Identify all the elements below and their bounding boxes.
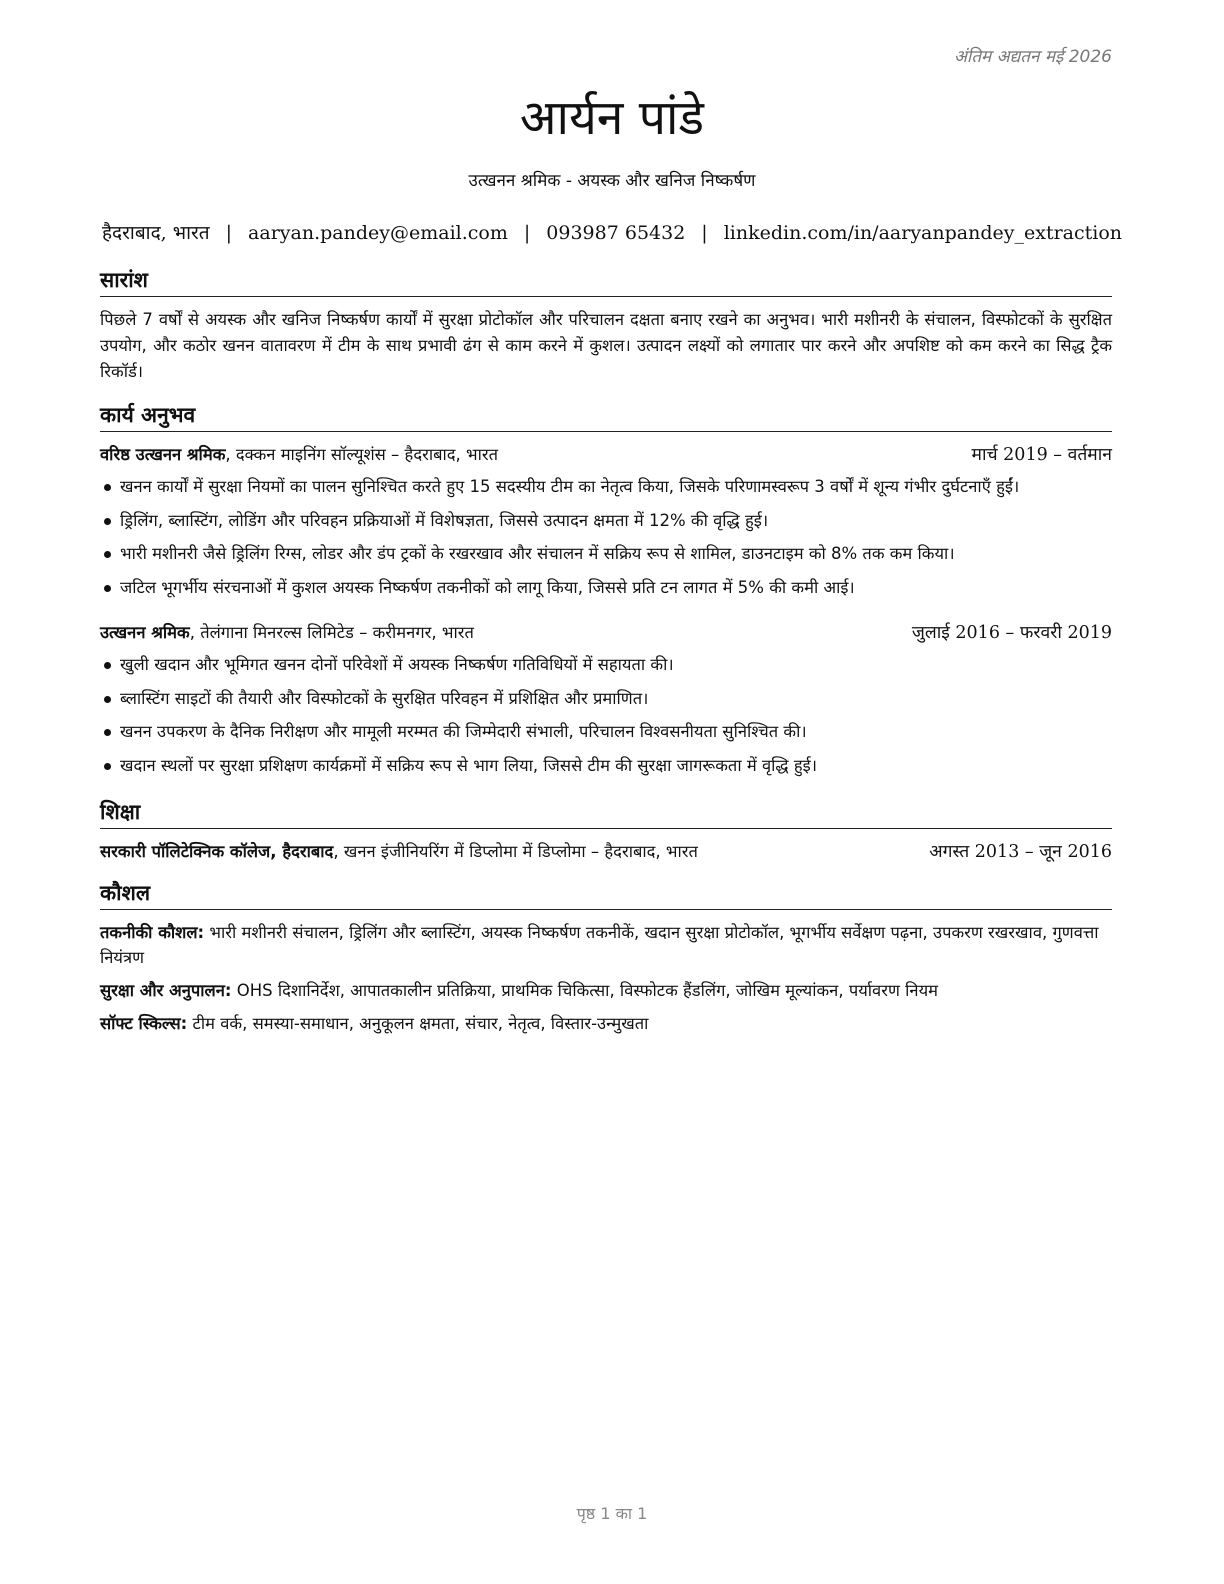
contact-location: हैदराबाद, भारत [101, 222, 210, 244]
list-item: ड्रिलिंग, ब्लास्टिंग, लोडिंग और परिवहन प्रक्रियाओं में विशेषज्ञता, जिससे उत्पादन क्षमता में 12% की वृद्धि हुई। [100, 504, 1112, 538]
job-role-company [100, 620, 474, 646]
list-item: खदान स्थलों पर सुरक्षा प्रशिक्षण कार्यक्रमों में सक्रिय रूप से भाग लिया, जिससे टीम की सुरक्षा जागरूकता में वृद्धि हुई। [100, 749, 1112, 783]
job-role: उत्खनन श्रमिक [100, 623, 190, 642]
skill-line-technical [100, 920, 1112, 970]
skill-label: सॉफ्ट स्किल्स: [100, 1014, 188, 1033]
education-dates: अगस्त 2013 – जून 2016 [929, 842, 1112, 862]
job-role: वरिष्ठ उत्खनन श्रमिक [100, 445, 226, 464]
page-number: पृष्ठ 1 का 1 [576, 1504, 648, 1523]
contact-separator: | [701, 222, 708, 244]
job-header [100, 442, 1112, 468]
education-detail: , खनन इंजीनियरिंग में डिप्लोमा में डिप्लोमा – हैदराबाद, भारत [333, 842, 698, 861]
skill-label: तकनीकी कौशल: [100, 923, 205, 942]
skill-text: भारी मशीनरी संचालन, ड्रिलिंग और ब्लास्टिंग, अयस्क निष्कर्षण तकनीकें, खदान सुरक्षा प्रोटोकॉल, भूगर्भीय सर्वेक्षण पढ़ना, उपकरण रखरखाव, गुणवत्ता नियंत्रण [100, 923, 1099, 967]
job-company: , दक्कन माइनिंग सॉल्यूशंस – हैदराबाद, भारत [225, 445, 499, 464]
contact-separator: | [523, 222, 531, 244]
resume-content [100, 266, 1112, 1044]
job-entry [100, 620, 1112, 782]
skill-line-soft [100, 1011, 1112, 1036]
skill-label: सुरक्षा और अनुपालन: [100, 981, 232, 1000]
education-institution: सरकारी पॉलिटेक्निक कॉलेज, हैदराबाद [100, 842, 334, 861]
skills-section [100, 879, 1112, 1036]
education-section [100, 798, 1112, 865]
contact-line [0, 219, 1224, 245]
job-dates: जुलाई 2016 – फरवरी 2019 [911, 623, 1112, 643]
list-item: खनन कार्यों में सुरक्षा नियमों का पालन सुनिश्चित करते हुए 15 सदस्यीय टीम का नेतृत्व किया, जिसके परिणामस्वरूप 3 वर्षों में शून्य गंभीर दुर्घटनाएँ हुईं। [100, 470, 1112, 504]
list-item: ब्लास्टिंग साइटों की तैयारी और विस्फोटकों के सुरक्षित परिवहन में प्रशिक्षित और प्रमाणित। [100, 682, 1112, 716]
list-item: भारी मशीनरी जैसे ड्रिलिंग रिग्स, लोडर और डंप ट्रकों के रखरखाव और संचालन में सक्रिय रूप से शामिल, डाउनटाइम को 8% तक कम किया। [100, 537, 1112, 571]
education-text [100, 839, 698, 865]
section-title-experience: कार्य अनुभव [100, 401, 1112, 432]
experience-section [100, 401, 1112, 782]
summary-text: पिछले 7 वर्षों से अयस्क और खनिज निष्कर्षण कार्यों में सुरक्षा प्रोटोकॉल और परिचालन दक्षता बनाए रखने का अनुभव। भारी मशीनरी के संचालन, विस्फोटकों के सुरक्षित उपयोग, और कठोर खनन वातावरण में टीम के साथ प्रभावी ढंग से काम करने में कुशल। उत्पादन लक्ष्यों को लगातार पार करने और अपशिष्ट को कम करने का सिद्ध ट्रैक रिकॉर्ड। [100, 310, 1112, 381]
skill-text: OHS दिशानिर्देश, आपातकालीन प्रतिक्रिया, प्राथमिक चिकित्सा, विस्फोटक हैंडलिंग, जोखिम मूल्यांकन, पर्यावरण नियम [231, 981, 939, 1000]
job-bullets [100, 648, 1112, 782]
summary-section [100, 266, 1112, 385]
contact-email[interactable]: aaryan.pandey@email.com [248, 222, 508, 244]
job-bullets [100, 470, 1112, 604]
job-dates: मार्च 2019 – वर्तमान [971, 445, 1112, 465]
job-company: , तेलंगाना मिनरल्स लिमिटेड – करीमनगर, भारत [189, 623, 474, 642]
job-entry [100, 442, 1112, 604]
list-item: खुली खदान और भूमिगत खनन दोनों परिवेशों में अयस्क निष्कर्षण गतिविधियों में सहायता की। [100, 648, 1112, 682]
section-title-education: शिक्षा [100, 798, 1112, 829]
candidate-title: उत्खनन श्रमिक - अयस्क और खनिज निष्कर्षण [468, 171, 756, 191]
job-role-company [100, 442, 498, 468]
skill-text: टीम वर्क, समस्या-समाधान, अनुकूलन क्षमता, संचार, नेतृत्व, विस्तार-उन्मुखता [187, 1014, 649, 1033]
contact-phone[interactable]: 093987 65432 [546, 222, 686, 244]
contact-separator: | [225, 222, 233, 244]
section-title-skills: कौशल [100, 879, 1112, 910]
contact-linkedin[interactable]: linkedin.com/in/aaryanpandey_extraction [723, 222, 1123, 244]
list-item: खनन उपकरण के दैनिक निरीक्षण और मामूली मरम्मत की जिम्मेदारी संभाली, परिचालन विश्वसनीयता सुनिश्चित की। [100, 715, 1112, 749]
skill-line-safety [100, 978, 1112, 1003]
last-updated: अंतिम अद्यतन मई 2026 [953, 47, 1112, 67]
section-title-summary: सारांश [100, 266, 1112, 297]
job-header [100, 620, 1112, 646]
candidate-name: आर्यन पांडे [519, 90, 705, 146]
list-item: जटिल भूगर्भीय संरचनाओं में कुशल अयस्क निष्कर्षण तकनीकों को लागू किया, जिससे प्रति टन लागत में 5% की कमी आई। [100, 571, 1112, 605]
education-entry [100, 839, 1112, 865]
